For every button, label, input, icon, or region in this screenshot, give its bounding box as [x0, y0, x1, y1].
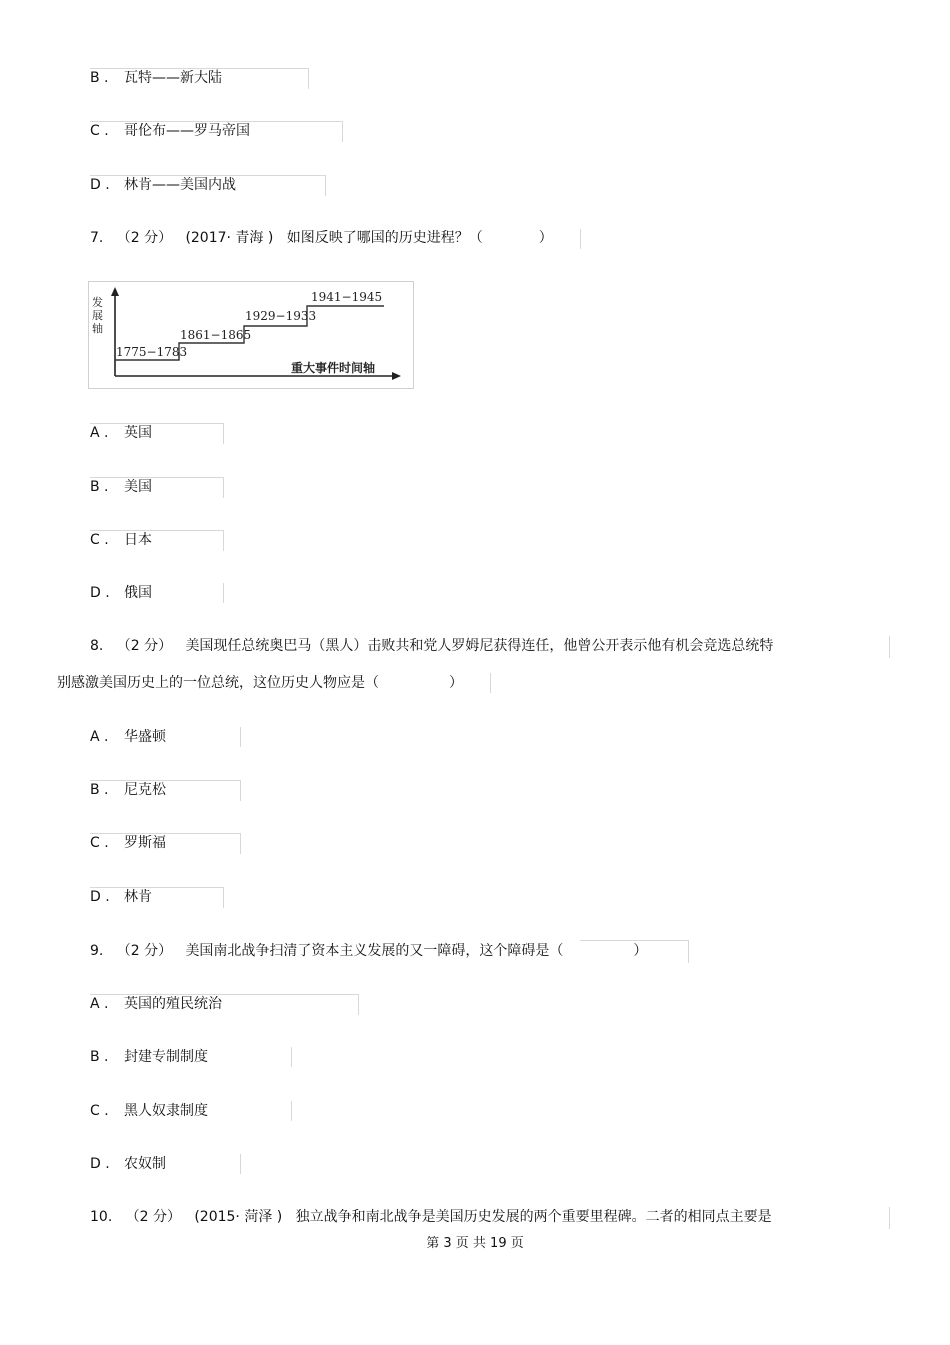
q9-option-b[interactable]: B . 封建专制制度	[90, 1049, 208, 1065]
q6-option-c[interactable]: C . 哥伦布——罗马帝国	[90, 123, 250, 139]
y-axis-label-char-2: 展	[92, 309, 103, 322]
question-9-stem: 9. （2 分） 美国南北战争扫清了资本主义发展的又一障碍，这个障碍是（ ）	[90, 943, 648, 959]
option-frame	[580, 940, 689, 963]
step-label-1: 1775−1783	[116, 345, 188, 359]
q8-option-b[interactable]: B . 尼克松	[90, 782, 166, 798]
q7-option-a[interactable]: A . 英国	[90, 425, 152, 441]
q6-option-d[interactable]: D . 林肯——美国内战	[90, 177, 236, 193]
divider	[490, 673, 491, 693]
divider	[889, 1207, 890, 1229]
divider	[291, 1047, 292, 1067]
question-8-stem-line2: 别感激美国历史上的一位总统，这位历史人物应是（ ）	[57, 675, 463, 691]
y-axis-arrow-icon	[111, 287, 119, 296]
q9-option-d[interactable]: D . 农奴制	[90, 1156, 166, 1172]
divider	[223, 583, 224, 603]
x-axis-arrow-icon	[392, 372, 401, 380]
divider	[889, 636, 890, 658]
divider	[580, 229, 581, 249]
step-label-3: 1929−1933	[245, 309, 317, 323]
q7-option-b[interactable]: B . 美国	[90, 479, 152, 495]
q8-option-c[interactable]: C . 罗斯福	[90, 835, 166, 851]
timeline-staircase-chart	[89, 282, 413, 388]
q8-option-a[interactable]: A . 华盛顿	[90, 729, 166, 745]
q6-option-b[interactable]: B . 瓦特——新大陆	[90, 70, 222, 86]
question-8-stem-line1: 8. （2 分） 美国现任总统奥巴马（黑人）击败共和党人罗姆尼获得连任，他曾公开表示他有机会竞选总统特	[90, 638, 774, 654]
x-axis-label: 重大事件时间轴	[291, 361, 376, 375]
divider	[240, 727, 241, 747]
question-10-stem: 10. （2 分） (2015· 菏泽 ) 独立战争和南北战争是美国历史发展的两个重要里程碑。二者的相同点主要是	[90, 1209, 772, 1225]
divider	[291, 1101, 292, 1121]
page-number: 第 3 页 共 19 页	[426, 1236, 524, 1251]
step-label-2: 1861−1865	[180, 328, 252, 342]
step-label-4: 1941−1945	[311, 290, 383, 304]
y-axis-label-char-1: 发	[92, 296, 103, 309]
q7-option-c[interactable]: C . 日本	[90, 532, 152, 548]
question-7-figure	[88, 281, 414, 389]
q7-option-d[interactable]: D . 俄国	[90, 585, 152, 601]
divider	[240, 1154, 241, 1174]
q9-option-a[interactable]: A . 英国的殖民统治	[90, 996, 222, 1012]
y-axis-label-char-3: 轴	[92, 322, 103, 335]
q9-option-c[interactable]: C . 黑人奴隶制度	[90, 1103, 208, 1119]
q8-option-d[interactable]: D . 林肯	[90, 889, 152, 905]
question-7-stem: 7. （2 分） (2017· 青海 ) 如图反映了哪国的历史进程？（ ）	[90, 230, 553, 246]
